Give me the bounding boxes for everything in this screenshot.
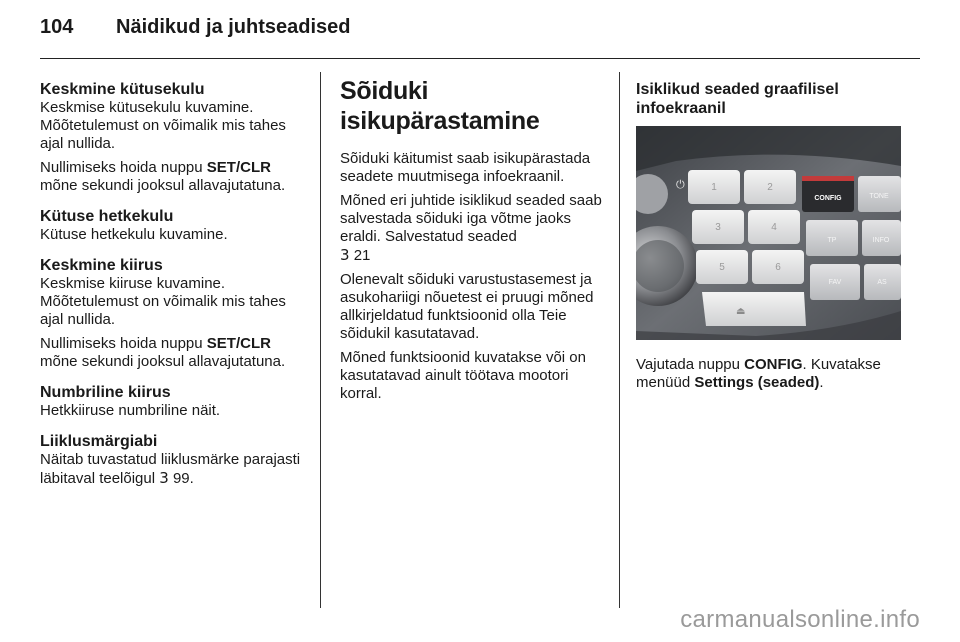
svg-text:TP: TP [827, 237, 837, 244]
menu-ref-settings: Settings (seaded) [694, 374, 820, 391]
paragraph: Kütuse hetkekulu kuvamine. [40, 226, 228, 243]
svg-text:⏻: ⏻ [676, 178, 685, 191]
svg-text:6: 6 [775, 262, 781, 273]
svg-text:1: 1 [711, 182, 717, 193]
svg-text:TONE: TONE [869, 193, 889, 200]
svg-text:INFO: INFO [872, 237, 890, 244]
button-ref-config: CONFIG [744, 356, 803, 373]
paragraph: Olenevalt sõiduki varustustasemest ja asukohariigi nõuetest ei pruugi mõned allkirjeldatud funktsioonid olla Teie sõidukil kasutatavad. [340, 271, 594, 342]
column-divider-1 [320, 72, 321, 608]
page-header [40, 16, 351, 39]
svg-text:3: 3 [715, 222, 721, 233]
button-ref-setclr: SET/CLR [206, 159, 271, 176]
paragraph: Keskmise kiiruse kuvamine. Mõõtetulemust on võimalik mis tahes ajal nullida. [40, 275, 286, 328]
svg-text:AS: AS [877, 279, 887, 286]
eject-button [702, 292, 806, 326]
svg-text:5: 5 [719, 262, 725, 273]
paragraph: Sõiduki käitumist saab isikupärastada seadete muutmisega infoekraanil. [340, 150, 591, 185]
svg-text:CONFIG: CONFIG [814, 195, 842, 202]
paragraph: Nullimiseks hoida nuppu SET/CLR mõne sekundi jooksul allavajutatuna. [40, 335, 286, 370]
section-heading: Liiklusmärgiabi [40, 433, 158, 450]
paragraph: Mõned funktsioonid kuvatakse või on kasutatavad ainult töötava mootori korral. [340, 349, 586, 402]
section-heading: Kütuse hetkekulu [40, 208, 174, 225]
paragraph: Näitab tuvastatud liiklusmärke parajasti läbitaval teelõigul 3 99. [40, 451, 301, 487]
svg-text:FAV: FAV [828, 279, 842, 286]
section-average-consumption [40, 80, 308, 195]
paragraph: Keskmise kütusekulu kuvamine. Mõõtetulemust on võimalik mis tahes ajal nullida. [40, 99, 286, 152]
watermark: carmanualsonline.info [680, 606, 920, 633]
paragraph: Vajutada nuppu CONFIG. Kuvatakse menüüd Settings (seaded). [636, 356, 881, 391]
svg-text:2: 2 [767, 182, 773, 193]
svg-text:⏏: ⏏ [736, 306, 746, 317]
section-instant-consumption [40, 207, 308, 244]
section-heading: Keskmine kiirus [40, 257, 163, 274]
header-rule [40, 58, 920, 59]
paragraph: Nullimiseks hoida nuppu SET/CLR mõne sekundi jooksul allavajutatuna. [40, 159, 286, 194]
paragraph: Hetkkiiruse numbriline näit. [40, 402, 221, 419]
paragraph: Mõned eri juhtide isiklikud seaded saab salvestada sõiduki iga võtme jaoks eraldi. Salvestatud seaded 3 21 [340, 192, 602, 264]
column-middle [340, 76, 608, 409]
control-panel-illustration [636, 126, 901, 340]
svg-text:4: 4 [771, 222, 777, 233]
section-heading: Keskmine kütusekulu [40, 81, 205, 98]
control-panel-photo [636, 126, 901, 340]
section-heading: Numbriline kiirus [40, 384, 171, 401]
page-ref-icon: 3 [159, 469, 169, 487]
section-heading: Isiklikud seaded graafilisel infoekraanil [636, 81, 839, 117]
column-divider-2 [619, 72, 620, 608]
section-average-speed [40, 256, 308, 371]
section-title: Sõiduki isikupärastamine [340, 77, 540, 135]
page-number: 104 [40, 16, 74, 38]
button-ref-setclr: SET/CLR [206, 335, 271, 352]
page-ref-icon: 3 [340, 246, 350, 264]
config-button [802, 176, 854, 212]
column-left [40, 80, 308, 500]
column-right [636, 80, 906, 398]
section-digital-speed [40, 383, 308, 420]
page-title: Näidikud ja juhtseadised [116, 16, 351, 38]
section-traffic-sign-assist [40, 432, 308, 488]
